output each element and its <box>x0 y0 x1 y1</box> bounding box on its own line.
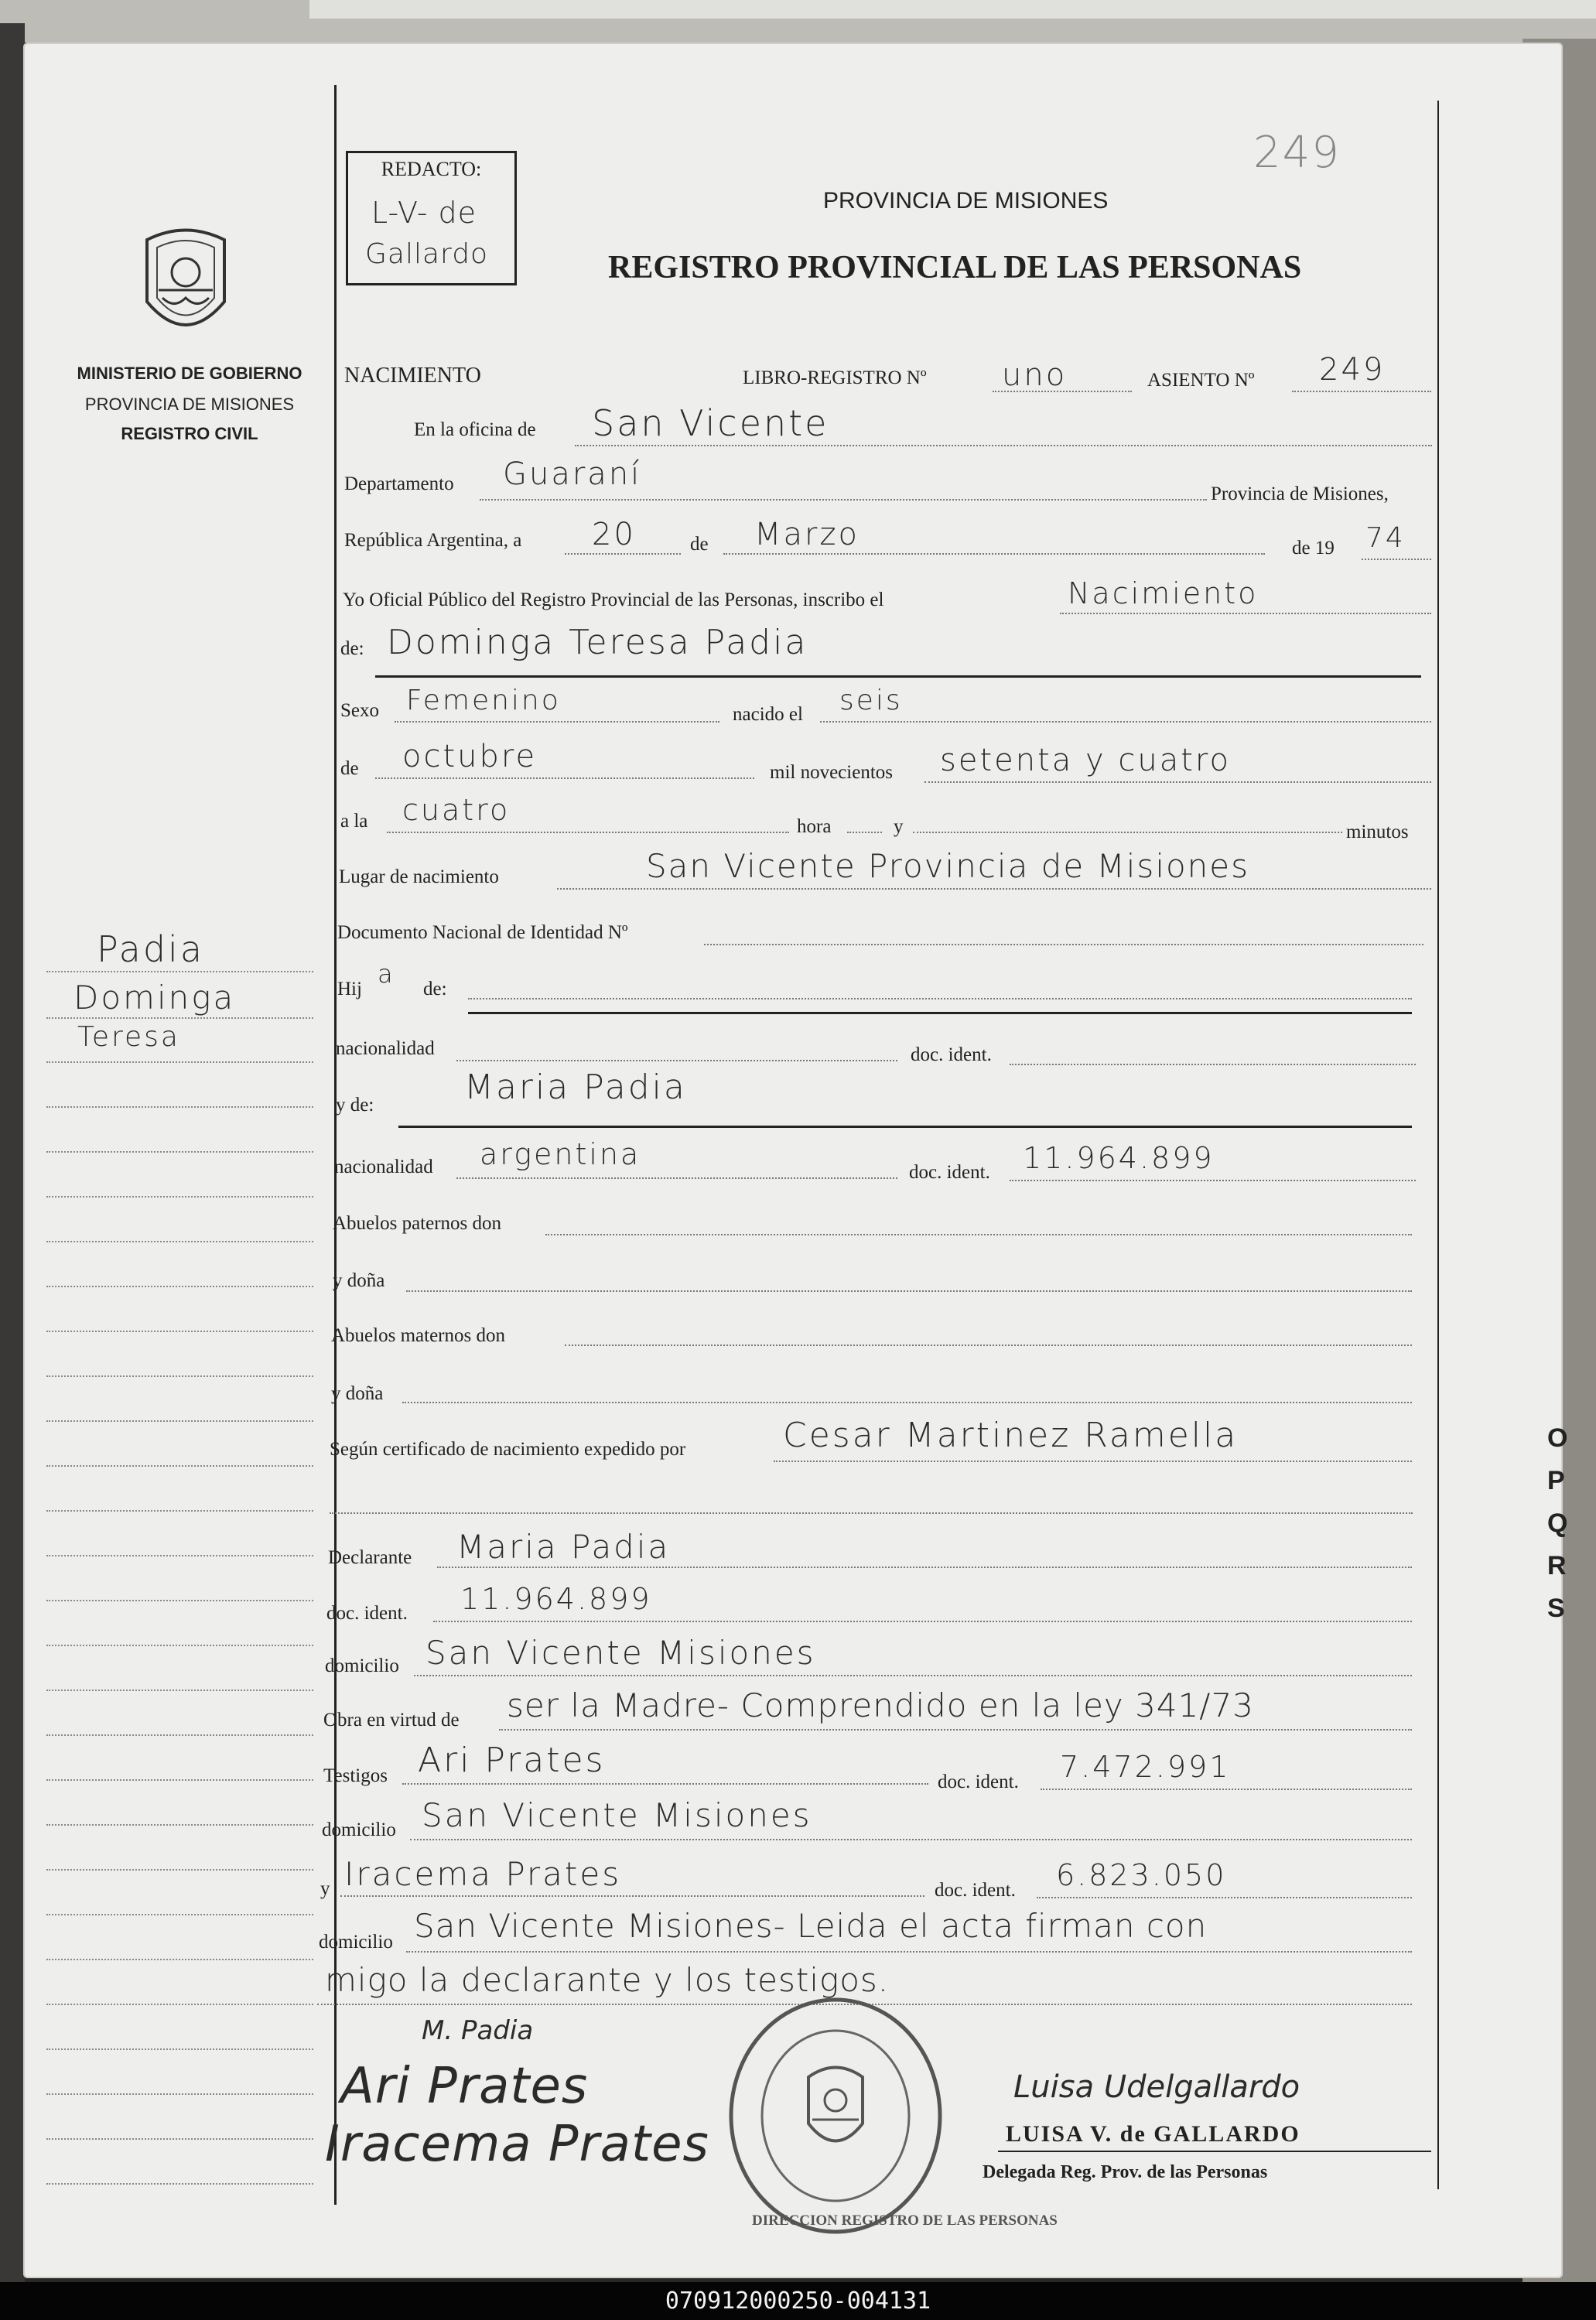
margin-line <box>46 1734 313 1736</box>
oficina-label: En la oficina de <box>414 419 536 440</box>
a-la-label: a la <box>340 811 368 832</box>
testigo2-domicilio-label: domicilio <box>319 1932 393 1953</box>
asiento-label: ASIENTO Nº <box>1147 370 1255 391</box>
father-nacionalidad-label: nacionalidad <box>336 1038 435 1059</box>
scan-background-top-page <box>309 0 1596 19</box>
scan-id-bar <box>0 2282 1596 2320</box>
margin-line <box>46 1017 313 1019</box>
margin-surname: Padia <box>97 928 205 970</box>
name-line <box>375 675 1421 678</box>
hora-line <box>387 832 789 833</box>
testigos-label: Testigos <box>323 1765 388 1786</box>
segun-label: Según certificado de nacimiento expedido por <box>330 1439 686 1460</box>
testigo1-doc-value: 7.472.991 <box>1060 1750 1231 1784</box>
margin-line <box>46 1869 313 1871</box>
signature-testigo1: Ari Prates <box>340 2058 589 2115</box>
libro-label: LIBRO-REGISTRO Nº <box>743 367 927 388</box>
y-label: y <box>894 816 904 837</box>
margin-divider <box>334 85 337 2205</box>
margin-line <box>46 1914 313 1915</box>
declarante-domicilio-line <box>414 1675 1412 1676</box>
dia-line <box>565 553 681 555</box>
abuela-paterna-label: y doña <box>333 1270 385 1291</box>
declarante-doc-value: 11.964.899 <box>460 1582 652 1616</box>
margin-line <box>46 1151 313 1153</box>
abuelos-paternos-line <box>545 1234 1412 1235</box>
margin-line <box>46 971 313 972</box>
declarante-doc-label: doc. ident. <box>326 1603 408 1624</box>
provincia-label: Provincia de Misiones, <box>1211 483 1389 504</box>
testigo1-domicilio-line <box>410 1839 1412 1840</box>
redacto-value-line1: L-V- de <box>371 196 477 230</box>
registry-heading: REGISTRO PROVINCIAL DE LAS PERSONAS <box>608 250 1302 285</box>
mother-nacionalidad-value: argentina <box>480 1137 641 1171</box>
nacido-label: nacido el <box>733 704 803 725</box>
acto-value: Nacimiento <box>1068 576 1259 610</box>
redacto-value-line2: Gallardo <box>365 238 489 270</box>
father-nacionalidad-line <box>456 1060 897 1061</box>
mother-de-label: y de: <box>336 1095 374 1116</box>
index-tab-q: Q <box>1547 1509 1568 1538</box>
official-title: Delegada Reg. Prov. de las Personas <box>983 2162 1268 2182</box>
abuelos-maternos-label: Abuelos maternos don <box>331 1325 505 1346</box>
scan-background-left <box>0 23 25 2282</box>
ministry-label: MINISTERIO DE GOBIERNO <box>77 364 302 383</box>
mother-nacionalidad-label: nacionalidad <box>334 1157 433 1177</box>
margin-line <box>46 1061 313 1063</box>
margin-line <box>46 1690 313 1691</box>
margin-name-2: Teresa <box>77 1021 180 1053</box>
anio-label: de 19 <box>1292 538 1335 559</box>
sexo-line <box>395 721 719 723</box>
scan-id-code: 070912000250-004131 <box>665 2288 931 2315</box>
obra-value: ser la Madre- Comprendido en la ley 341/73 <box>507 1686 1254 1724</box>
obra-line <box>499 1729 1412 1731</box>
segun-line-2 <box>330 1512 1413 1514</box>
index-tab-p: P <box>1547 1466 1565 1495</box>
mother-value: Maria Padia <box>464 1068 687 1107</box>
father-doc-label: doc. ident. <box>911 1044 992 1065</box>
margin-line <box>46 1959 313 1960</box>
margin-line <box>46 1824 313 1826</box>
declarante-label: Declarante <box>328 1547 412 1568</box>
nacido-dia-value: seis <box>839 685 903 716</box>
mes-line <box>723 553 1265 555</box>
testigo2-domicilio-line <box>406 1951 1412 1953</box>
declarante-domicilio-value: San Vicente Misiones <box>425 1634 816 1672</box>
signature-testigo2: Iracema Prates <box>325 2116 709 2173</box>
margin-line <box>46 1465 313 1467</box>
testigo2-line <box>340 1895 924 1897</box>
segun-line <box>774 1461 1412 1462</box>
father-doc-line <box>1010 1064 1416 1065</box>
redacto-label: REDACTO: <box>381 158 482 180</box>
mother-doc-label: doc. ident. <box>909 1162 990 1183</box>
page-number: 249 <box>1253 128 1341 178</box>
testigo2-doc-line <box>1037 1897 1412 1898</box>
cierre-value: migo la declarante y los testigos. <box>325 1961 890 1999</box>
departamento-line <box>480 499 1207 501</box>
margin-line <box>46 1645 313 1646</box>
mes-value: Marzo <box>754 517 860 552</box>
margin-line <box>46 1331 313 1332</box>
signature-official: Luisa Udelgallardo <box>1013 2069 1300 2105</box>
nombre-value: Dominga Teresa Padia <box>387 623 808 662</box>
testigo2-y-label: y <box>320 1878 330 1899</box>
nacimiento-label: NACIMIENTO <box>344 364 481 388</box>
margin-line <box>46 1241 313 1242</box>
official-name: LUISA V. de GALLARDO <box>1006 2121 1300 2147</box>
testigo1-doc-label: doc. ident. <box>938 1772 1019 1792</box>
official-line <box>998 2151 1431 2152</box>
sexo-value: Femenino <box>406 685 561 716</box>
nacido-line <box>820 721 1431 723</box>
margin-line <box>46 1555 313 1556</box>
declarante-value: Maria Padia <box>456 1528 671 1566</box>
registry-seal-icon <box>719 1992 952 2240</box>
hora-value: cuatro <box>402 793 511 827</box>
mother-doc-value: 11.964.899 <box>1023 1141 1215 1175</box>
nacido-anio-line <box>924 781 1431 783</box>
hij-suffix: a <box>378 959 395 989</box>
index-tab-o: O <box>1547 1423 1568 1453</box>
declarante-line <box>437 1567 1412 1568</box>
libro-value: uno <box>1002 357 1068 393</box>
right-border <box>1437 101 1439 2189</box>
acto-line <box>1060 613 1431 614</box>
testigo2-value: Iracema Prates <box>344 1855 622 1893</box>
father-underline <box>468 1012 1412 1014</box>
abuelos-paternos-label: Abuelos paternos don <box>333 1213 502 1234</box>
margin-line <box>46 1420 313 1422</box>
dia-value: 20 <box>592 517 636 552</box>
departamento-value: Guaraní <box>503 456 642 492</box>
testigo1-domicilio-label: domicilio <box>322 1819 396 1840</box>
oficina-line <box>575 445 1432 446</box>
departamento-label: Departamento <box>344 473 454 494</box>
mother-doc-line <box>1010 1180 1416 1181</box>
lugar-value: San Vicente Provincia de Misiones <box>646 847 1250 885</box>
margin-line <box>46 1510 313 1512</box>
mother-nacionalidad-line <box>456 1177 897 1179</box>
sexo-label: Sexo <box>340 700 379 721</box>
testigo1-value: Ari Prates <box>418 1741 606 1780</box>
nacido-mes-label: de <box>340 758 359 779</box>
asiento-value: 249 <box>1319 352 1386 388</box>
index-tab-s: S <box>1547 1594 1565 1623</box>
nacido-mes-line <box>375 777 754 779</box>
dni-line <box>704 944 1423 945</box>
margin-line <box>46 2048 313 2050</box>
margin-line <box>46 1196 313 1198</box>
hora-label: hora <box>797 816 832 837</box>
republica-label: República Argentina, a <box>344 530 522 551</box>
medico-value: Cesar Martinez Ramella <box>783 1416 1239 1455</box>
testigo2-doc-value: 6.823.050 <box>1056 1858 1227 1892</box>
yo-oficial-label: Yo Oficial Público del Registro Provincial de las Personas, inscribo el <box>343 589 884 610</box>
margin-name-1: Dominga <box>73 979 236 1016</box>
margin-line <box>46 1286 313 1287</box>
lugar-line <box>557 888 1431 890</box>
abuelos-maternos-line <box>565 1345 1412 1346</box>
provincial-crest-icon <box>135 224 236 348</box>
signature-madre: M. Padia <box>422 2015 534 2046</box>
province-label: PROVINCIA DE MISIONES <box>84 395 295 414</box>
margin-line <box>46 2138 313 2140</box>
mil-label: mil novecientos <box>770 762 893 783</box>
father-line <box>468 998 1412 999</box>
margin-line <box>46 1375 313 1377</box>
margin-line <box>46 1106 313 1108</box>
hora-gap-line <box>847 832 882 833</box>
anio-line <box>1362 559 1431 560</box>
testigo2-domicilio-value: San Vicente Misiones- Leida el acta firman con <box>414 1907 1208 1945</box>
index-tab-r: R <box>1547 1551 1567 1580</box>
minutos-line <box>913 832 1342 833</box>
testigo2-doc-label: doc. ident. <box>935 1880 1016 1901</box>
declarante-doc-line <box>433 1621 1412 1622</box>
nacido-anio-value: setenta y cuatro <box>940 743 1231 778</box>
province-heading: PROVINCIA DE MISIONES <box>823 188 1109 214</box>
margin-line <box>46 2183 313 2185</box>
lugar-label: Lugar de nacimiento <box>339 866 499 887</box>
father-de-label: de: <box>423 979 447 999</box>
margin-line <box>46 1600 313 1601</box>
de-name-label: de: <box>340 638 364 659</box>
minutos-label: minutos <box>1346 822 1409 842</box>
abuela-materna-line <box>402 1402 1412 1403</box>
declarante-domicilio-label: domicilio <box>325 1655 399 1676</box>
de-label: de <box>690 534 709 555</box>
abuela-paterna-line <box>406 1290 1412 1292</box>
testigo1-domicilio-value: San Vicente Misiones <box>422 1796 812 1834</box>
dni-label: Documento Nacional de Identidad Nº <box>337 922 628 943</box>
asiento-line <box>1292 391 1431 392</box>
seal-text: DIRECCION REGISTRO DE LAS PERSONAS <box>752 2212 1058 2229</box>
anio-value: 74 <box>1365 522 1406 554</box>
registro-civil-label: REGISTRO CIVIL <box>121 424 258 443</box>
oficina-value: San Vicente <box>592 402 829 444</box>
nacido-mes-value: octubre <box>402 739 538 774</box>
mother-line <box>398 1126 1412 1128</box>
hij-label: Hij <box>337 979 362 999</box>
testigo1-doc-line <box>1041 1789 1412 1790</box>
redacto-box <box>346 151 517 285</box>
margin-line <box>46 1779 313 1781</box>
margin-line <box>46 2093 313 2095</box>
margin-line <box>46 2004 313 2005</box>
testigo1-line <box>402 1783 928 1785</box>
obra-label: Obra en virtud de <box>323 1710 460 1731</box>
abuela-materna-label: y doña <box>331 1383 384 1404</box>
